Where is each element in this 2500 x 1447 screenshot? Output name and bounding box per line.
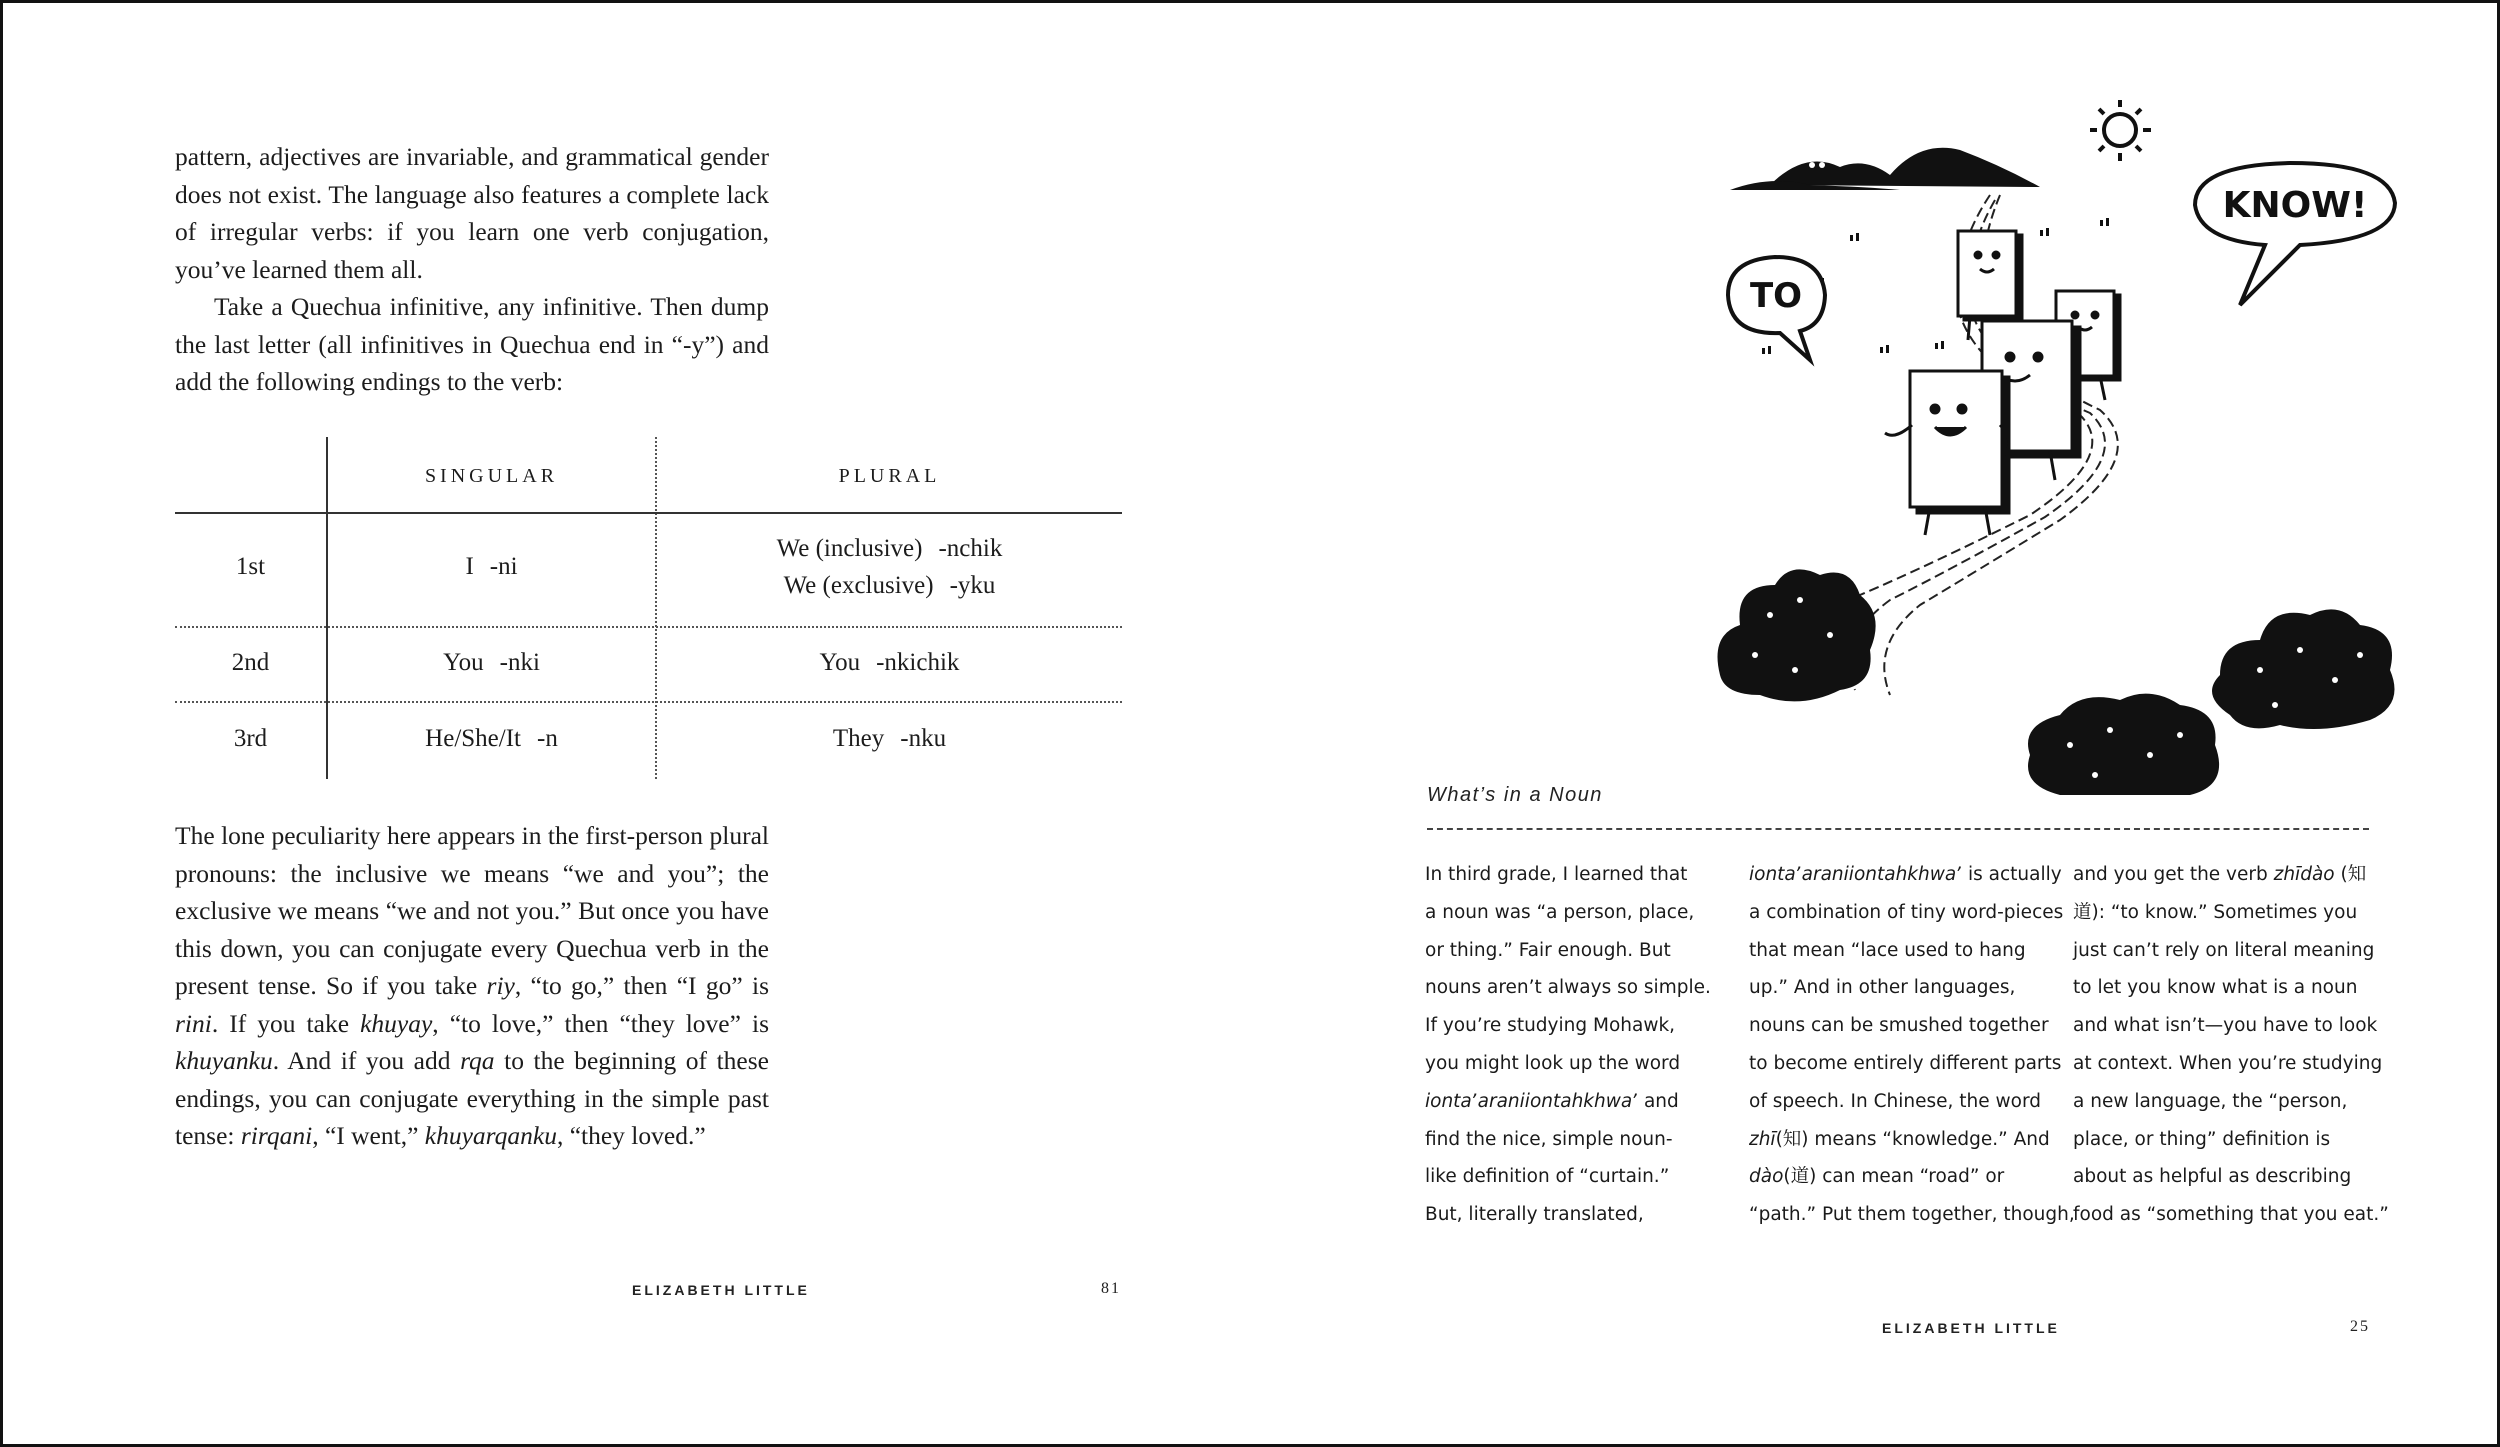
ending: -nki bbox=[499, 649, 540, 676]
bubble-know-text: KNOW! bbox=[2222, 185, 2368, 226]
left-body-bottom bbox=[175, 817, 769, 1155]
pronoun: You bbox=[819, 649, 861, 676]
pronoun: We (exclusive) bbox=[783, 572, 934, 599]
singular-cell bbox=[328, 649, 655, 677]
header-singular: SINGULAR bbox=[424, 465, 559, 487]
paragraph-2: Take a Quechua infinitive, any infinitive. Then dump the last letter (all infinitives in Quechua end in “-y”) and add the following endings to the verb: bbox=[175, 292, 769, 396]
caption-divider bbox=[1427, 828, 2369, 830]
footer-author: ELIZABETH LITTLE bbox=[1882, 1320, 2060, 1336]
singular-cell bbox=[328, 725, 655, 753]
pronoun: We (inclusive) bbox=[776, 535, 923, 562]
speech-bubble-to bbox=[1728, 257, 1825, 360]
pronoun: They bbox=[832, 725, 885, 752]
ending: -ni bbox=[489, 553, 518, 580]
table-row-rule bbox=[175, 701, 1122, 703]
footer-author: ELIZABETH LITTLE bbox=[632, 1282, 810, 1298]
pronoun: You bbox=[443, 649, 484, 676]
page-number: 25 bbox=[2350, 1318, 2370, 1335]
book-character bbox=[1885, 371, 2009, 535]
table-row-rule bbox=[175, 626, 1122, 628]
singular-cell bbox=[328, 553, 655, 581]
table-header-rule bbox=[175, 512, 1122, 514]
plural-cell bbox=[657, 725, 1122, 753]
sun-icon bbox=[2090, 100, 2151, 161]
row-person: 3rd bbox=[233, 725, 268, 752]
row-person: 1st bbox=[235, 553, 266, 580]
row-person: 2nd bbox=[231, 649, 270, 676]
pronoun: I bbox=[465, 553, 474, 580]
sidebar-column-2: iontaʼaraniiontahkhwaʼ is actually a combination of tiny word-pieces that mean “lace used to hang up.” And in other languages, nouns can be smushed together to become entirely different parts of speech. In Chinese, the word zhī(知) means “knowledge.” And dào(道) can mean “road” or “path.” Put them together, though, bbox=[1749, 864, 2075, 1226]
ending: -yku bbox=[949, 572, 996, 599]
ending: -n bbox=[537, 725, 558, 752]
left-body-top bbox=[175, 138, 769, 401]
page-number: 81 bbox=[1101, 1280, 1121, 1297]
ending: -nku bbox=[900, 725, 947, 752]
pronoun: He/She/It bbox=[425, 725, 521, 752]
paragraph-1: pattern, adjectives are invariable, and grammatical gender does not exist. The language also features a complete lack of irregular verbs: if you learn one verb conjugation, you’ve learned them all. bbox=[175, 142, 769, 284]
ending: -nchik bbox=[938, 535, 1003, 562]
bush bbox=[2028, 694, 2219, 795]
illustration-walking-books bbox=[1700, 95, 2420, 795]
bush bbox=[1718, 569, 1876, 701]
plural-cell bbox=[657, 535, 1122, 563]
plural-cell bbox=[657, 649, 1122, 677]
conjugation-table bbox=[175, 437, 1122, 779]
sidebar-column-1: In third grade, I learned that a noun was “a person, place, or thing.” Fair enough. But nouns aren’t always so simple. If you’re studying Mohawk, you might look up the word iontaʼaraniiontahkhwaʼ and find the nice, simple noun- like definition of “curtain.” But, literally translated, bbox=[1425, 864, 1711, 1226]
plural-cell bbox=[657, 572, 1122, 600]
bubble-to-text: TO bbox=[1749, 276, 1803, 316]
sidebar-column-3: and you get the verb zhīdào (知 道): “to know.” Sometimes you just can’t rely on literal meaning to let you know what is a noun and what isn’t—you have to look at context. When you’re studying a new language, the “person, place, or thing” definition is about as helpful as describing food as “something that you eat.” bbox=[2073, 864, 2389, 1226]
hills bbox=[1730, 148, 2040, 190]
header-plural: PLURAL bbox=[838, 465, 941, 487]
speech-bubble-know bbox=[2195, 163, 2395, 305]
bush bbox=[2212, 609, 2395, 729]
paragraph-3: The lone peculiarity here appears in the first-person plural pronouns: the inclusive we means “we and you”; the exclusive we means “we and not you.” But once you have this down, you can conjugate every Quechua verb in the present tense. So if you take riy, “to go,” then “I go” is rini. If you take khuyay, “to love,” then “they love” is khuyanku. And if you add rqa to the beginning of these endings, you can conjugate everything in the simple past tense: rirqani, “I went,” khuyarqanku, “they loved.” bbox=[175, 821, 770, 1150]
sidebar-caption: What’s in a Noun bbox=[1427, 784, 1603, 806]
ending: -nkichik bbox=[876, 649, 960, 676]
